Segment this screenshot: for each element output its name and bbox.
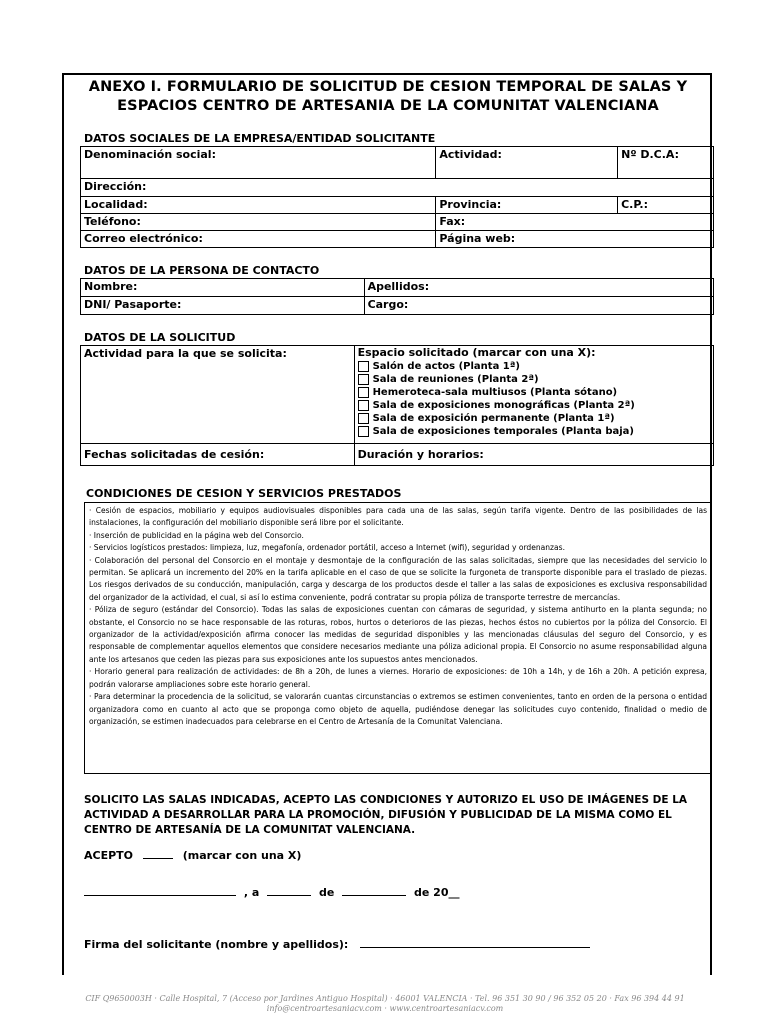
web-field[interactable]: Página web: <box>436 231 714 248</box>
espacio-cell <box>354 346 713 444</box>
checkbox[interactable] <box>358 387 369 398</box>
actividad-field[interactable]: Actividad: <box>436 147 618 179</box>
request-table <box>80 345 714 466</box>
conditions-box <box>84 502 712 774</box>
footer-line-1: CIF Q9650003H · Calle Hospital, 7 (Acceso por Jardines Antiguo Hospital) · 46001 VALENCIA · Tel. 96 351 30 90 / 96 352 05 20 · Fax 96 394 44 91 <box>85 994 685 1003</box>
telefono-field[interactable]: Teléfono: <box>81 214 436 231</box>
conditions-heading: CONDICIONES DE CESION Y SERVICIOS PRESTADOS <box>86 487 402 500</box>
footer-line-2: info@centroartesaniacv.com · www.centroartesaniacv.com <box>266 1004 504 1013</box>
request-heading: DATOS DE LA SOLICITUD <box>84 331 236 344</box>
signature-blank[interactable] <box>360 936 590 948</box>
day-blank[interactable] <box>267 884 311 896</box>
fax-field[interactable]: Fax: <box>436 214 714 231</box>
date-row <box>84 884 459 899</box>
dca-field[interactable]: Nº D.C.A: <box>618 147 714 179</box>
option-label: Sala de reuniones (Planta 2ª) <box>372 373 539 385</box>
checkbox[interactable] <box>358 374 369 385</box>
apellidos-field[interactable]: Apellidos: <box>364 279 713 297</box>
signature-label: Firma del solicitante (nombre y apellidos): <box>84 938 349 951</box>
social-heading: DATOS SOCIALES DE LA EMPRESA/ENTIDAD SOLICITANTE <box>84 132 436 145</box>
date-de-2: de 20__ <box>414 886 460 899</box>
cargo-field[interactable]: Cargo: <box>364 297 713 315</box>
acepto-label: ACEPTO <box>84 849 134 862</box>
signature-row <box>84 936 590 951</box>
dni-field[interactable]: DNI/ Pasaporte: <box>81 297 365 315</box>
option-label: Sala de exposición permanente (Planta 1ª) <box>372 412 615 424</box>
date-a: , a <box>243 886 260 899</box>
checkbox[interactable] <box>358 361 369 372</box>
social-table <box>80 146 714 248</box>
cp-field[interactable]: C.P.: <box>618 197 714 214</box>
contact-table <box>80 278 714 315</box>
fechas-field[interactable]: Fechas solicitadas de cesión: <box>81 444 355 466</box>
actividad-solicita-field[interactable]: Actividad para la que se solicita: <box>81 346 355 444</box>
condition-paragraph: · Póliza de seguro (estándar del Consorcio). Todas las salas de exposiciones cuentan con cámaras de seguridad, y sistema antihurto en la planta segunda; no obstante, el Consorcio no se hace responsable de las roturas, robos, hurtos o deterioros de las piezas, hechos éstos no cubiertos por la póliza del Consorcio. El organizador de la actividad/exposición afirma conocer las medidas de seguridad disponibles y las mencionadas cláusulas del seguro del Consorcio, y es responsable de complementar aquellos elementos que considere necesarios mediante una póliza adicional propia. El Consorcio no asume responsabilidad alguna ante los artesanos que ceden las piezas para sus exposiciones ante los supuestos antes mencionados. <box>89 605 707 664</box>
condition-paragraph: · Colaboración del personal del Consorcio en el montaje y desmontaje de la configuración de las salas solicitadas, siempre que las necesidades del servicio lo permitan. Se aplicará un incremento del 20% en la tarifa aplicable en el caso de que se solicite la furgoneta de transporte disponible para el traslado de piezas. Los riesgos derivados de su conducción, manipulación, carga y descarga de los productos desde el taller a las salas de exposiciones es exclusiva responsabilidad del organizador de la actividad, el cual, si así lo estima conveniente, podrá contratar su propia póliza de transporte terrestre de mercancías. <box>89 555 707 602</box>
checkbox[interactable] <box>358 413 369 424</box>
condition-paragraph: · Cesión de espacios, mobiliario y equipos audiovisuales disponibles para cada una de las salas, según tarifa vigente. Dentro de las posibilidades de las instalaciones, la configuración del mobiliario disponible será libre por el solicitante. <box>89 506 707 528</box>
acepto-blank[interactable] <box>143 847 173 859</box>
form-title <box>70 78 706 116</box>
declaration-text: SOLICITO LAS SALAS INDICADAS, ACEPTO LAS CONDICIONES Y AUTORIZO EL USO DE IMÁGENES DE LA ACTIVIDAD A DESARROLLAR PARA LA PROMOCIÓN, DIFUSIÓN Y PUBLICIDAD DE LA MISMA COMO EL CENTRO DE ARTESANÍA DE LA COMUNITAT VALENCIANA. <box>84 794 688 836</box>
option-label: Hemeroteca-sala multiusos (Planta sótano) <box>372 386 618 398</box>
checkbox[interactable] <box>358 426 369 437</box>
espacio-label: Espacio solicitado (marcar con una X): <box>357 346 596 359</box>
option-label: Salón de actos (Planta 1ª) <box>372 360 520 372</box>
contact-heading: DATOS DE LA PERSONA DE CONTACTO <box>84 264 320 277</box>
condition-paragraph: · Inserción de publicidad en la página web del Consorcio. <box>89 530 304 540</box>
place-blank[interactable] <box>84 884 236 896</box>
provincia-field[interactable]: Provincia: <box>436 197 618 214</box>
nombre-field[interactable]: Nombre: <box>81 279 365 297</box>
title-line-1: ANEXO I. FORMULARIO DE SOLICITUD DE CESION TEMPORAL DE SALAS Y <box>88 79 688 95</box>
acepto-row <box>84 847 301 862</box>
correo-field[interactable]: Correo electrónico: <box>81 231 436 248</box>
title-line-2: ESPACIOS CENTRO DE ARTESANIA DE LA COMUNITAT VALENCIANA <box>117 98 659 114</box>
acepto-hint: (marcar con una X) <box>182 849 302 862</box>
condition-paragraph: · Para determinar la procedencia de la solicitud, se valorarán cuantas circunstancias o extremos se estimen convenientes, tanto en orden de la persona o entidad organizadora como en cuanto al acto que se proponga como objeto de aquella, pudiéndose denegar las solicitudes cuyo contenido, finalidad o medio de organización, se estimen inadecuados para celebrarse en el Centro de Artesanía de la Comunitat Valenciana. <box>89 692 707 726</box>
localidad-field[interactable]: Localidad: <box>81 197 436 214</box>
checkbox[interactable] <box>358 400 369 411</box>
duracion-field[interactable]: Duración y horarios: <box>354 444 713 466</box>
option-label: Sala de exposiciones monográficas (Planta 2ª) <box>372 399 635 411</box>
option-label: Sala de exposiciones temporales (Planta baja) <box>372 425 634 437</box>
condition-paragraph: · Servicios logísticos prestados: limpieza, luz, megafonía, ordenador portátil, acceso a Internet (wifi), seguridad y ordenanzas. <box>89 543 565 553</box>
footer <box>60 994 710 1014</box>
date-de-1: de <box>318 886 335 899</box>
denominacion-field[interactable]: Denominación social: <box>81 147 436 179</box>
month-blank[interactable] <box>342 884 406 896</box>
direccion-field[interactable]: Dirección: <box>81 179 714 197</box>
condition-paragraph: · Horario general para realización de actividades: de 8h a 20h, de lunes a viernes. Horario de exposiciones: de 10h a 14h, y de 16h a 20h. A petición expresa, podrán valorarse ampliaciones sobre este horario general. <box>89 667 707 689</box>
option-temporales[interactable] <box>358 425 710 438</box>
